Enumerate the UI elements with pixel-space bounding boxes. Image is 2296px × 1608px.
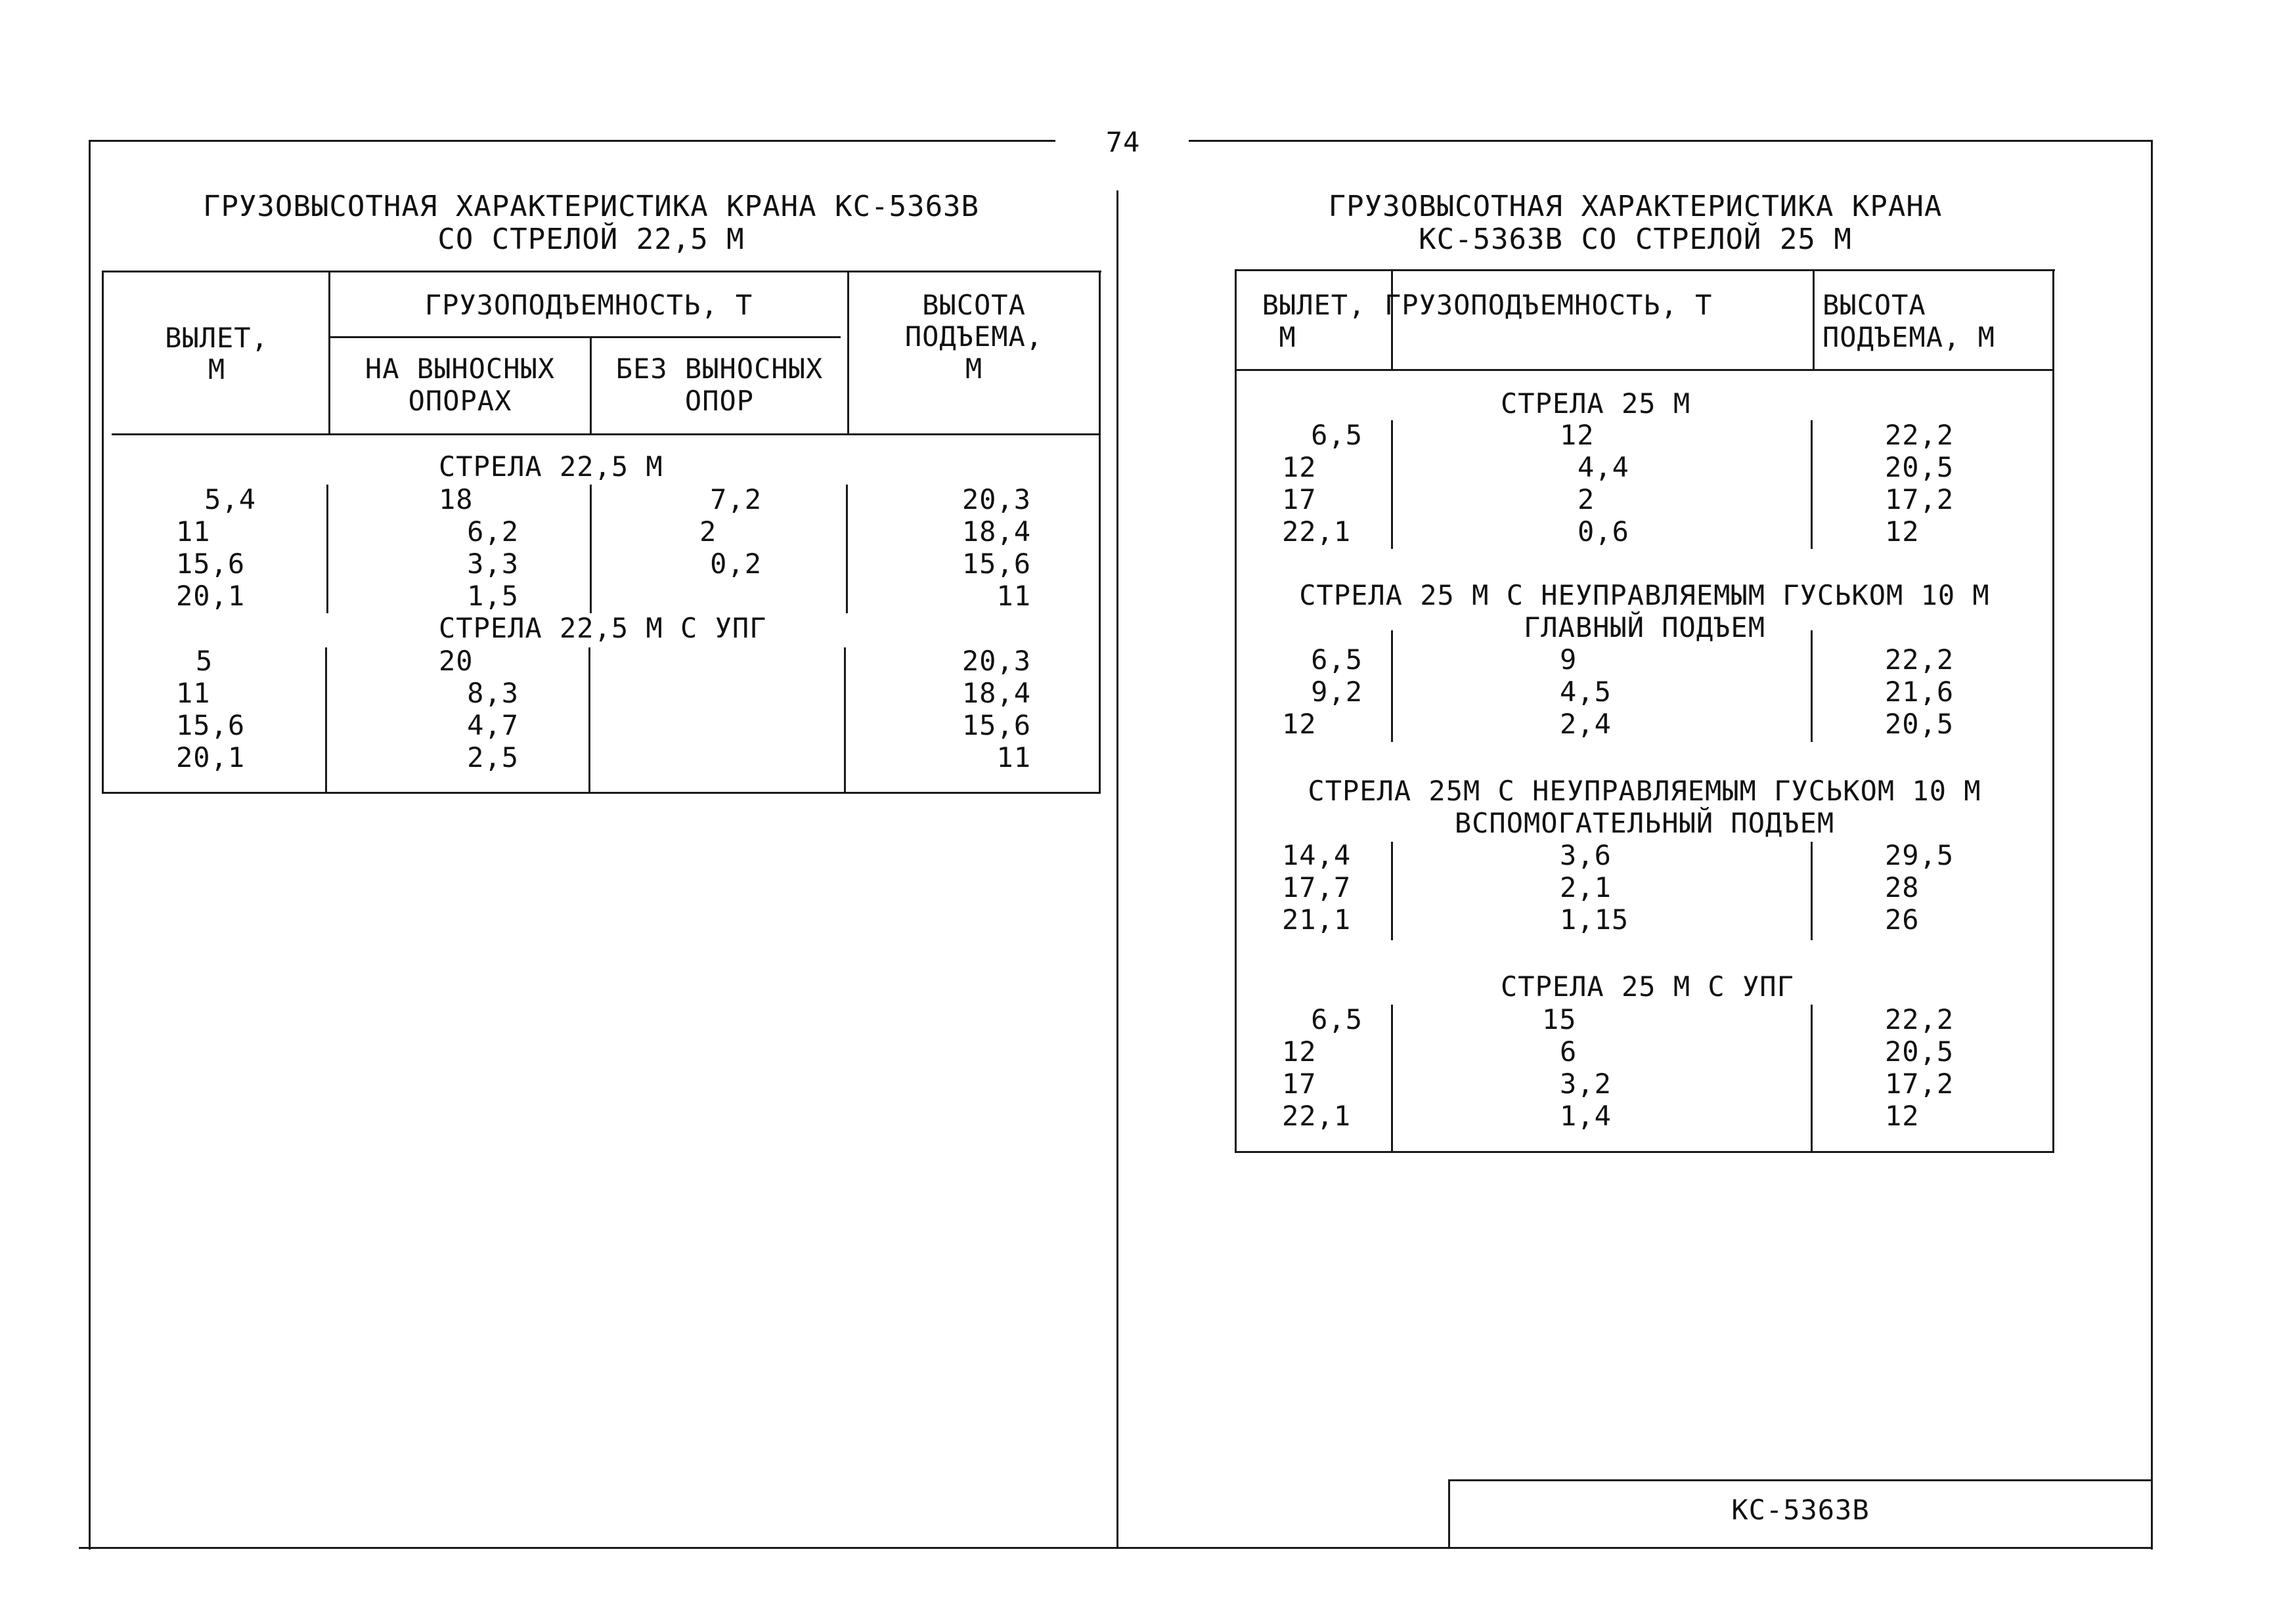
header-reach-unit: М (1279, 321, 1296, 353)
header-with-outriggers: НА ВЫНОСНЫХ (364, 353, 556, 385)
left-section-title: СТРЕЛА 22,5 М С УПГ (439, 612, 767, 644)
header-reach: ВЫЛЕТ, (1262, 289, 1366, 321)
page-number: 74 (1105, 126, 1141, 158)
left-table-subtitle: СО СТРЕЛОЙ 22,5 М (437, 223, 745, 256)
header-height: ВЫСОТА (922, 289, 1026, 321)
right-section-title: СТРЕЛА 25 М (1501, 387, 1691, 420)
right-table-subtitle: КС-5363В СО СТРЕЛОЙ 25 М (1419, 223, 1852, 256)
right-section-subtitle: ГЛАВНЫЙ ПОДЪЕМ (1523, 611, 1765, 643)
left-table-title: ГРУЗОВЫСОТНАЯ ХАРАКТЕРИСТИКА КРАНА КС-5363В (202, 190, 980, 223)
header-height-unit: М (965, 353, 983, 385)
header-capacity: ГРУЗОПОДЪЕМНОСТЬ, Т (1384, 289, 1713, 321)
header-with-outriggers-2: ОПОРАХ (408, 385, 512, 417)
right-section-subtitle: ВСПОМОГАТЕЛЬНЫЙ ПОДЪЕМ (1454, 807, 1835, 839)
stamp-label: КС-5363В (1731, 1494, 1870, 1526)
right-section-title: СТРЕЛА 25М С НЕУПРАВЛЯЕМЫМ ГУСЬКОМ 10 М (1308, 775, 1981, 807)
header-capacity: ГРУЗОПОДЪЕМНОСТЬ, Т (424, 289, 753, 321)
header-without-outriggers-2: ОПОР (684, 385, 755, 417)
header-reach-unit: М (208, 353, 226, 385)
header-without-outriggers: БЕЗ ВЫНОСНЫХ (615, 353, 824, 385)
header-height-2: ПОДЪЕМА, (904, 320, 1044, 353)
header-height: ВЫСОТА (1822, 289, 1926, 321)
right-table-title: ГРУЗОВЫСОТНАЯ ХАРАКТЕРИСТИКА КРАНА (1328, 190, 1943, 223)
header-height-2: ПОДЪЕМА, М (1822, 321, 1995, 353)
right-section-title: СТРЕЛА 25 М С УПГ (1501, 970, 1794, 1003)
header-reach: ВЫЛЕТ, (165, 322, 269, 354)
left-section-title: СТРЕЛА 22,5 М (439, 450, 663, 483)
right-section-title: СТРЕЛА 25 М С НЕУПРАВЛЯЕМЫМ ГУСЬКОМ 10 М (1299, 579, 1990, 611)
